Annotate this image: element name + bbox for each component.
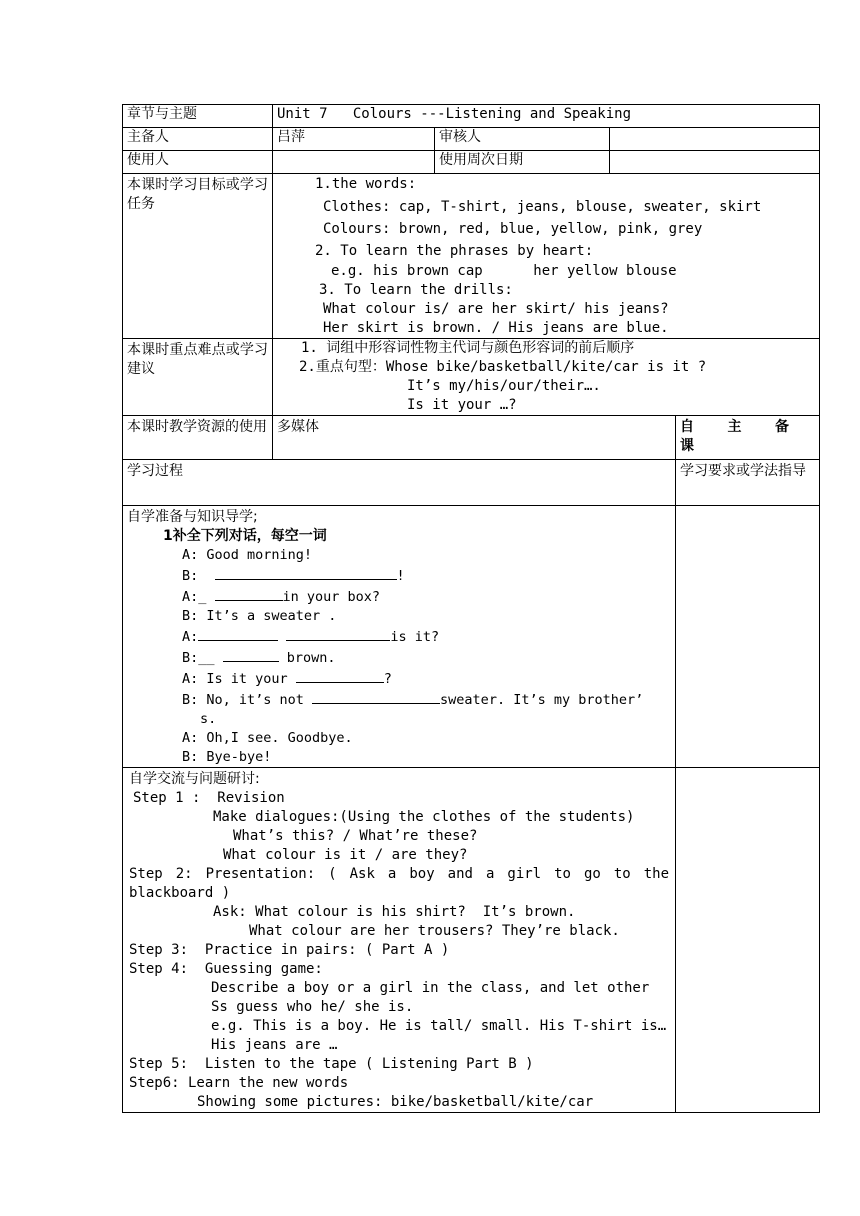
keypoints-line-1: 1. 词组中形容词性物主代词与颜色形容词的前后顺序 xyxy=(301,340,635,356)
step-2-ask-1: Ask: What colour is his shirt? It’s brown. xyxy=(213,904,576,920)
exchange-title: 自学交流与问题研讨: xyxy=(129,771,260,787)
objectives-line-4: 2. To learn the phrases by heart: xyxy=(315,243,594,259)
dialogue-line-8-start: B: No, it’s not xyxy=(182,692,313,708)
step-1-question-1: What’s this? / What’re these? xyxy=(233,828,478,844)
dialogue-line-5-end: is it? xyxy=(390,629,440,645)
dialogue-line-6-end: brown. xyxy=(278,650,336,666)
week-label: 使用周次日期 xyxy=(435,151,610,174)
dialogue-line-3-start: A:_ xyxy=(182,589,215,605)
dialogue-line-1: A: Good morning! xyxy=(182,547,313,563)
dialogue-line-5 xyxy=(182,626,671,647)
preparer-label: 主备人 xyxy=(123,128,273,151)
objectives-line-5: e.g. his brown cap her yellow blouse xyxy=(331,263,677,279)
answer-blank-2 xyxy=(215,586,283,601)
user-label: 使用人 xyxy=(123,151,273,174)
dialogue-line-10: A: Oh,I see. Goodbye. xyxy=(182,730,353,746)
dialogue-line-8 xyxy=(182,689,671,710)
dialogue-line-7 xyxy=(182,668,671,689)
dialogue xyxy=(127,546,671,767)
self-prep-heading: 自主备课 xyxy=(676,416,820,460)
dialogue-line-9: s. xyxy=(200,711,217,727)
topic-value: Unit 7 Colours ---Listening and Speaking xyxy=(273,105,820,128)
dialogue-line-7-end: ? xyxy=(383,671,392,687)
resources-label: 本课时教学资源的使用 xyxy=(123,416,273,460)
resources-row xyxy=(123,416,820,460)
reviewer-value xyxy=(610,128,820,151)
answer-blank-3 xyxy=(198,626,278,641)
step-2: Step 2: Presentation: ( Ask a boy and a girl to go to the blackboard ) xyxy=(129,866,669,901)
self-study-row xyxy=(123,506,820,768)
step-1-dialogues: Make dialogues:(Using the clothes of the students) xyxy=(213,809,635,825)
exchange-content xyxy=(123,768,676,1113)
lesson-plan-table xyxy=(122,104,820,1113)
keypoints-label: 本课时重点难点或学习建议 xyxy=(123,339,273,416)
self-study-content xyxy=(123,506,676,768)
keypoints-line-2: 2.重点句型：Whose bike/basketball/kite/car is it ? xyxy=(299,359,707,375)
step-2-ask-2: What colour are her trousers? They’re black. xyxy=(249,923,620,939)
step-4: Step 4: Guessing game: xyxy=(129,961,323,977)
answer-blank-7 xyxy=(312,689,440,704)
user-row xyxy=(123,151,820,174)
resources-value: 多媒体 xyxy=(273,416,676,460)
dialogue-line-7-start: A: Is it your xyxy=(182,671,296,687)
process-label: 学习过程 xyxy=(123,460,676,506)
dialogue-line-11: B: Bye-bye! xyxy=(182,749,272,765)
step-6: Step6: Learn the new words xyxy=(129,1075,349,1091)
step-1-question-2: What colour is it / are they? xyxy=(223,847,468,863)
reviewer-label: 审核人 xyxy=(435,128,610,151)
objectives-line-8: Her skirt is brown. / His jeans are blue. xyxy=(323,320,669,336)
self-study-notes xyxy=(676,506,820,768)
step-6-pictures: Showing some pictures: bike/basketball/kite/car xyxy=(197,1094,594,1110)
answer-blank-1 xyxy=(215,565,397,580)
objectives-line-7: What colour is/ are her skirt/ his jeans? xyxy=(323,301,669,317)
dialogue-line-6-start: B:__ xyxy=(182,650,223,666)
process-row xyxy=(123,460,820,506)
dialogue-line-2 xyxy=(182,565,671,586)
dialogue-line-5-start: A: xyxy=(182,629,199,645)
exchange-notes xyxy=(676,768,820,1113)
objectives-line-2: Clothes: cap, T-shirt, jeans, blouse, sweater, skirt xyxy=(323,199,762,215)
self-study-task: 1补全下列对话，每空一词 xyxy=(163,528,327,544)
objectives-label: 本课时学习目标或学习任务 xyxy=(123,174,273,339)
answer-blank-4 xyxy=(286,626,390,641)
objectives-line-1: 1.the words: xyxy=(315,176,417,192)
dialogue-line-2-end: ! xyxy=(396,568,405,584)
answer-blank-6 xyxy=(296,668,384,683)
self-study-title: 自学准备与知识导学; xyxy=(127,509,258,525)
dialogue-line-3-end: in your box? xyxy=(282,589,381,605)
topic-label: 章节与主题 xyxy=(123,105,273,128)
step-4-example: e.g. This is a boy. He is tall/ small. His T-shirt is… xyxy=(211,1018,667,1034)
week-value xyxy=(610,151,820,174)
keypoints-content xyxy=(273,339,820,416)
dialogue-line-6 xyxy=(182,647,671,668)
preparer-value: 吕萍 xyxy=(273,128,435,151)
keypoints-line-4: Is it your …? xyxy=(407,397,517,413)
step-4-describe: Describe a boy or a girl in the class, and let other Ss guess who he/ she is. xyxy=(211,980,650,1015)
step-5: Step 5: Listen to the tape ( Listening Part B ) xyxy=(129,1056,534,1072)
objectives-content xyxy=(273,174,820,339)
dialogue-line-3 xyxy=(182,586,671,607)
dialogue-line-2-start: B: xyxy=(182,568,215,584)
answer-blank-5 xyxy=(223,647,279,662)
step-1: Step 1 : Revision xyxy=(133,790,285,806)
keypoints-line-3: It’s my/his/our/their…. xyxy=(407,378,601,394)
topic-row xyxy=(123,105,820,128)
dialogue-line-4: B: It’s a sweater . xyxy=(182,608,337,624)
step-4-example-2: His jeans are … xyxy=(211,1037,338,1053)
objectives-line-6: 3. To learn the drills: xyxy=(319,282,513,298)
step-3: Step 3: Practice in pairs: ( Part A ) xyxy=(129,942,450,958)
user-value xyxy=(273,151,435,174)
objectives-row xyxy=(123,174,820,339)
keypoints-row xyxy=(123,339,820,416)
exchange-row xyxy=(123,768,820,1113)
process-side-label: 学习要求或学法指导 xyxy=(676,460,820,506)
objectives-line-3: Colours: brown, red, blue, yellow, pink, grey xyxy=(323,221,703,237)
preparer-row xyxy=(123,128,820,151)
dialogue-line-8-end: sweater. It’s my brother’ xyxy=(440,692,644,708)
